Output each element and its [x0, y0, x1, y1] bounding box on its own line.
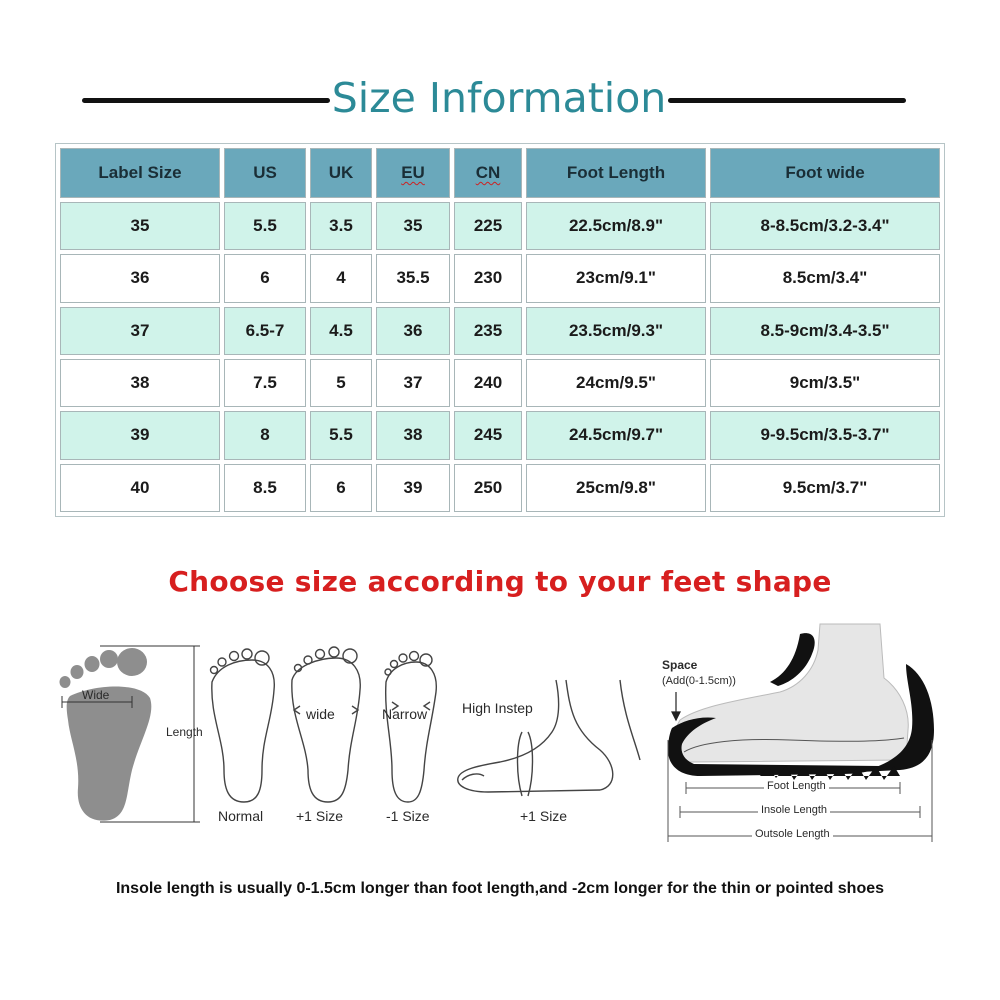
cell-eu: 35	[376, 202, 450, 250]
outsole-length-label: Outsole Length	[752, 828, 833, 840]
table-row	[60, 254, 940, 302]
title-row	[0, 70, 1000, 126]
table-row	[60, 202, 940, 250]
cell-eu: 38	[376, 411, 450, 459]
cell-cn: 225	[454, 202, 522, 250]
header-us: US	[224, 148, 306, 198]
cell-cn: 230	[454, 254, 522, 302]
table-row	[60, 359, 940, 407]
cell-uk: 5.5	[310, 411, 372, 459]
space-indicator-icon	[672, 692, 680, 720]
title-rule-left	[82, 98, 330, 103]
header-foot-wide: Foot wide	[710, 148, 940, 198]
narrow-inner-label: Narrow	[382, 706, 428, 722]
wide-foot-icon	[292, 647, 360, 802]
narrow-foot-icon	[385, 652, 436, 803]
cell-us: 8.5	[224, 464, 306, 512]
header-cn	[454, 148, 522, 198]
cell-uk: 3.5	[310, 202, 372, 250]
shoe-cross-section-icon	[668, 624, 934, 780]
wide-label: Wide	[82, 688, 110, 702]
feet-illustrations	[0, 620, 1000, 870]
cell-cn: 240	[454, 359, 522, 407]
narrow-caption: -1 Size	[386, 808, 430, 824]
cell-foot-wide: 9cm/3.5"	[710, 359, 940, 407]
cell-uk: 4.5	[310, 307, 372, 355]
foot-length-label: Foot Length	[764, 780, 829, 792]
cell-foot-wide: 9.5cm/3.7"	[710, 464, 940, 512]
cell-us: 6.5-7	[224, 307, 306, 355]
cell-foot-wide: 8.5-9cm/3.4-3.5"	[710, 307, 940, 355]
wide-inner-label: wide	[306, 706, 335, 722]
cell-eu: 35.5	[376, 254, 450, 302]
table-row	[60, 307, 940, 355]
cell-label-size: 35	[60, 202, 220, 250]
cell-uk: 4	[310, 254, 372, 302]
cell-label-size: 39	[60, 411, 220, 459]
cell-uk: 6	[310, 464, 372, 512]
space-label: Space	[662, 658, 698, 672]
header-label-size: Label Size	[60, 148, 220, 198]
table-row	[60, 411, 940, 459]
instep-caption: +1 Size	[520, 808, 568, 824]
header-cn-text: CN	[475, 163, 501, 182]
insole-footnote: Insole length is usually 0-1.5cm longer than foot length,and -2cm longer for the thin or pointed shoes	[115, 880, 885, 897]
header-eu-text: EU	[401, 163, 425, 182]
cell-eu: 37	[376, 359, 450, 407]
cell-foot-wide: 8.5cm/3.4"	[710, 254, 940, 302]
cell-cn: 235	[454, 307, 522, 355]
insole-length-label: Insole Length	[758, 804, 830, 816]
cell-us: 8	[224, 411, 306, 459]
cell-foot-length: 22.5cm/8.9"	[526, 202, 706, 250]
cell-eu: 39	[376, 464, 450, 512]
cell-label-size: 38	[60, 359, 220, 407]
cell-label-size: 37	[60, 307, 220, 355]
cell-foot-length: 23.5cm/9.3"	[526, 307, 706, 355]
wide-caption: +1 Size	[296, 808, 344, 824]
section-subtitle: Choose size according to your feet shape	[168, 565, 832, 598]
header-foot-length: Foot Length	[526, 148, 706, 198]
high-instep-foot-icon	[458, 680, 640, 796]
header-eu	[376, 148, 450, 198]
cell-foot-length: 24cm/9.5"	[526, 359, 706, 407]
cell-label-size: 36	[60, 254, 220, 302]
header-uk: UK	[310, 148, 372, 198]
length-label: Length	[166, 725, 203, 739]
normal-foot-icon	[211, 649, 275, 802]
table-row	[60, 464, 940, 512]
cell-us: 5.5	[224, 202, 306, 250]
cell-foot-length: 25cm/9.8"	[526, 464, 706, 512]
cell-us: 6	[224, 254, 306, 302]
feet-illustration-panel	[0, 620, 1000, 870]
footprint-icon	[60, 648, 152, 821]
title-rule-right	[668, 98, 906, 103]
cell-foot-length: 24.5cm/9.7"	[526, 411, 706, 459]
cell-us: 7.5	[224, 359, 306, 407]
cell-foot-length: 23cm/9.1"	[526, 254, 706, 302]
page-title: Size Information	[331, 74, 667, 122]
cell-uk: 5	[310, 359, 372, 407]
cell-cn: 250	[454, 464, 522, 512]
space-sub-label: (Add(0-1.5cm))	[662, 675, 736, 687]
normal-caption: Normal	[218, 808, 264, 824]
cell-cn: 245	[454, 411, 522, 459]
cell-eu: 36	[376, 307, 450, 355]
table-header-row	[60, 148, 940, 198]
cell-label-size: 40	[60, 464, 220, 512]
high-instep-label: High Instep	[462, 700, 533, 716]
cell-foot-wide: 9-9.5cm/3.5-3.7"	[710, 411, 940, 459]
size-table	[55, 143, 945, 517]
cell-foot-wide: 8-8.5cm/3.2-3.4"	[710, 202, 940, 250]
